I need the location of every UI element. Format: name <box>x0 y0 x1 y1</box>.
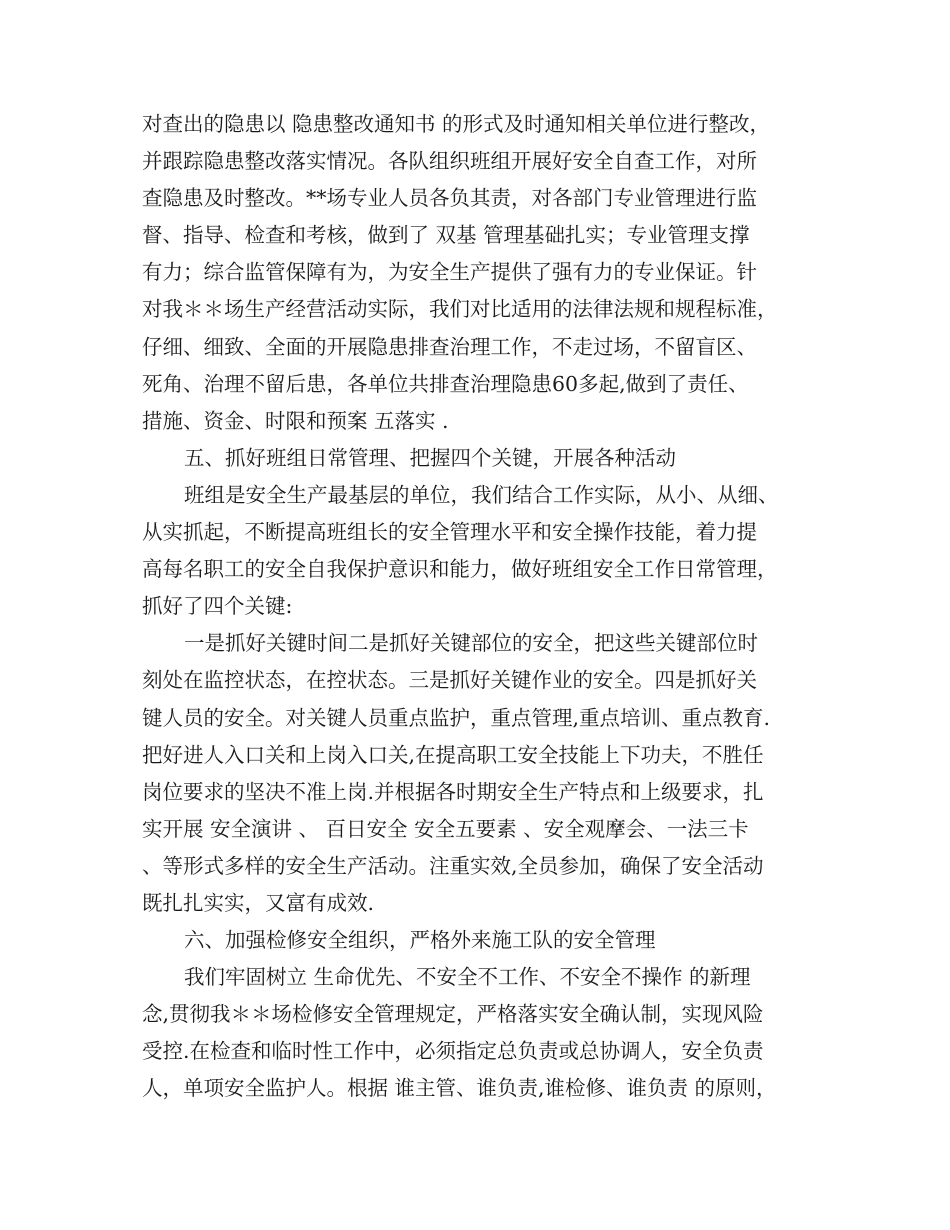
text-line: 高每名职工的安全自我保护意识和能力，做好班组安全工作日常管理， <box>142 557 778 582</box>
text-line: 查隐患及时整改。**场专业人员各负其责，对各部门专业管理进行监 <box>142 186 757 211</box>
text-line: 键人员的安全。对关键人员重点监护，重点管理,重点培训、重点教育. <box>142 705 771 730</box>
text-line: 对我＊＊场生产经营活动实际，我们对比适用的法律法规和规程标准， <box>142 297 778 322</box>
text-line: 、等形式多样的安全生产活动。注重实效,全员参加，确保了安全活动 <box>142 853 764 878</box>
text-line: 受控.在检查和临时性工作中，必须指定总负责或总协调人，安全负责 <box>142 1039 764 1064</box>
text-line: 措施、资金、时限和预案 五落实 . <box>142 408 449 433</box>
text-line: 刻处在监控状态，在控状态。三是抓好关键作业的安全。四是抓好关 <box>142 668 757 693</box>
text-line: 实开展 安全演讲 、 百日安全 安全五要素 、安全观摩会、一法三卡 <box>142 816 749 841</box>
text-line: 五、抓好班组日常管理、把握四个关键，开展各种活动 <box>184 445 676 470</box>
text-line: 督、指导、检查和考核，做到了 双基 管理基础扎实；专业管理支撑 <box>142 223 750 248</box>
text-line: 班组是安全生产最基层的单位，我们结合工作实际，从小、从细、 <box>184 482 779 507</box>
text-line: 从实抓起，不断提高班组长的安全管理水平和安全操作技能，着力提 <box>142 520 757 545</box>
text-line: 六、加强检修安全组织，严格外来施工队的安全管理 <box>184 928 656 953</box>
text-line: 对查出的隐患以 隐患整改通知书 的形式及时通知相关单位进行整改， <box>142 112 771 136</box>
text-line: 念,贯彻我＊＊场检修安全管理规定，严格落实安全确认制，实现风险 <box>142 1002 764 1027</box>
text-line: 仔细、细致、全面的开展隐患排查治理工作，不走过场，不留盲区、 <box>142 334 757 359</box>
text-line: 一是抓好关键时间二是抓好关键部位的安全，把这些关键部位时 <box>184 631 758 656</box>
text-line: 并跟踪隐患整改落实情况。各队组织班组开展好安全自查工作，对所 <box>142 149 757 174</box>
text-line: 抓好了四个关键: <box>142 594 293 619</box>
text-line: 我们牢固树立 生命优先、不安全不工作、不安全不操作 的新理 <box>184 965 751 990</box>
text-line: 既扎扎实实，又富有成效. <box>142 890 375 915</box>
text-line: 有力；综合监管保障有为，为安全生产提供了强有力的专业保证。针 <box>142 260 757 285</box>
text-line: 死角、治理不留后患，各单位共排查治理隐患60多起,做到了责任、 <box>142 371 749 396</box>
text-line: 把好进人入口关和上岗入口关,在提高职工安全技能上下功夫，不胜任 <box>142 742 764 767</box>
text-line: 人，单项安全监护人。根据 谁主管、谁负责,谁检修、谁负责 的原则， <box>142 1076 777 1101</box>
text-line: 岗位要求的坚决不准上岗.并根据各时期安全生产特点和上级要求，扎 <box>142 779 764 804</box>
document-body <box>142 106 822 1108</box>
